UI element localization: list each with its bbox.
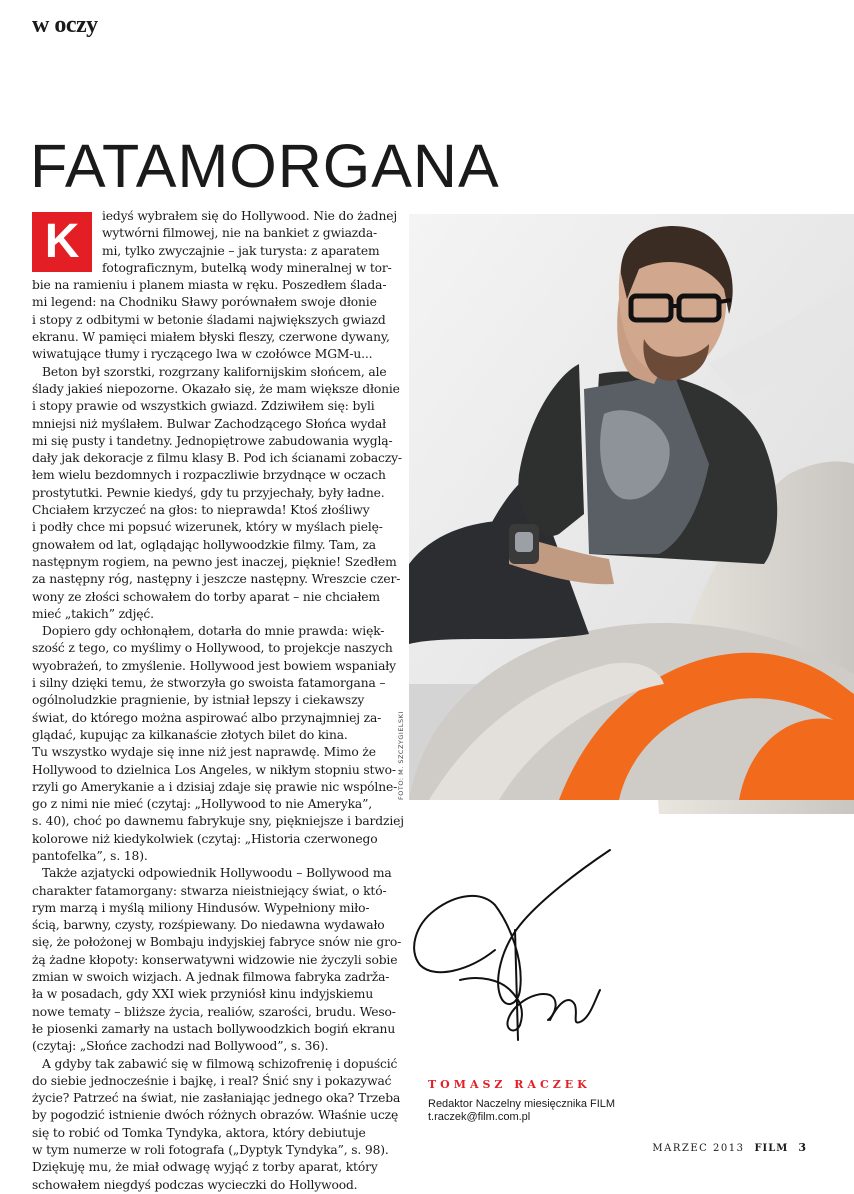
article-line: łem wielu bezdomnych i rozpaczliwie brzydnące w oczach (32, 468, 386, 483)
article-line: mi legend: na Chodniku Sławy porównałem swoje dłonie (32, 295, 377, 310)
author-name: TOMASZ RACZEK (428, 1078, 591, 1091)
author-role: Redaktor Naczelny miesięcznika FILM (428, 1098, 616, 1110)
article-body (32, 208, 406, 1194)
article-line: gnowałem od lat, oglądając hollywoodzkie filmy. Tam, za (32, 537, 376, 552)
article-line: Dziękuję mu, że miał odwagę wyjąć z torby aparat, który (32, 1160, 378, 1175)
article-line: iedyś wybrałem się do Hollywood. Nie do żadnej (102, 209, 398, 223)
article-line: go z nimi nie mieć (czytaj: „Hollywood to nie Ameryka”, (32, 797, 372, 812)
article-line: Tu wszystko wydaje się inne niż jest naprawdę. Mimo że (32, 745, 376, 760)
article-line: nowe tematy – bliższe życia, realiów, szarości, brudu. Weso- (32, 1004, 396, 1019)
article-line: w tym numerze w roli fotografa („Dyptyk Tyndyka”, s. 98). (32, 1143, 389, 1158)
author-photo (409, 214, 854, 800)
page-footer (652, 1141, 806, 1154)
article-line: Hollywood to dzielnica Los Angeles, w nikłym stopniu stwo- (32, 762, 396, 777)
article-line: mieć „takich” zdjęć. (32, 606, 154, 621)
article-line: fotograficznym, butelką wody mineralnej w tor- (102, 260, 392, 275)
article-line: bie na ramieniu i planem miasta w ręku. Poszedłem ślada- (32, 278, 387, 293)
article-line: kolorowe niż kiedykolwiek (czytaj: „Historia czerwonego (32, 831, 378, 846)
headline: FATAMORGANA (30, 132, 500, 200)
article-line: mi, tylko zwyczajnie – jak turysta: z aparatem (102, 243, 380, 258)
article-line: i stopy z odbitymi w betonie śladami największych gwiazd (32, 312, 386, 327)
article-line: się to robić od Tomka Tyndyka, aktora, który debiutuje (32, 1125, 366, 1140)
article-line: dały jak dekoracje z filmu klasy B. Pod ich ścianami zobaczy- (32, 451, 402, 466)
signature-image (400, 830, 630, 1050)
article-line: ogólnoludzkie pragnienie, by istniał lepszy i ciekawszy (32, 693, 365, 708)
article-line: by pogodzić istnienie dwóch różnych obrazów. Właśnie uczę (32, 1108, 399, 1123)
article-line: wytwórni filmowej, nie na bankiet z gwiazda- (102, 226, 378, 241)
article-line: rym marzą i myślą miliony Hindusów. Wypełniony miło- (32, 900, 370, 915)
article-line: wiwatujące tłumy i ryczącego lwa w czołówce MGM-u... (32, 347, 373, 362)
section-tag: w oczy (32, 12, 98, 38)
page-number: 3 (798, 1141, 806, 1154)
article-line: mi się pusty i tandetny. Jednopiętrowe zabudowania wyglą- (32, 433, 393, 448)
issue-date: MARZEC 2013 (652, 1143, 745, 1154)
article-line: schowałem niegdyś podczas wycieczki do Hollywood. (32, 1177, 358, 1192)
article-line: charakter fatamorgany: stwarza nieistniejący świat, o któ- (32, 883, 387, 898)
article-line: za następny róg, następny i jeszcze następny. Wreszcie czer- (32, 572, 401, 587)
article-line: ła w posadach, gdy XXI wiek przyniósł kinu indyjskiemu (32, 987, 374, 1002)
article-line: zmian w swoich wizjach. A jednak filmowa fabryka zadrža- (32, 970, 390, 985)
article-line: Także azjatycki odpowiednik Hollywoodu – Bollywood ma (42, 866, 392, 881)
author-portrait-illustration (409, 214, 854, 800)
article-line: się, że położonej w Bombaju indyjskiej fabryce snów nie gro- (32, 935, 402, 950)
article-line: świat, do którego można aspirować albo przynajmniej za- (32, 710, 382, 725)
article-line: glądać, kupując za kilkanaście złotych bilet do kina. (32, 727, 348, 742)
article-line: A gdyby tak zabawić się w filmową schizofrenię i dopuścić (42, 1056, 398, 1071)
article-line: Chciałem krzyczeć na głos: to nieprawda! Ktoś złośliwy (32, 503, 370, 518)
article-line: wyobrażeń, to zmyślenie. Hollywood jest bowiem wspaniały (32, 658, 396, 673)
article-line: i silny dzięki temu, że stworzyła go swoista fatamorgana – (32, 676, 386, 691)
article-line: i podły chce mi popsuć wizerunek, który w myślach pielę- (32, 520, 383, 535)
article-line: i stopy prawie od wszystkich gwiazd. Zdziwiłem się: byli (32, 399, 375, 414)
article-line: pantofelka”, s. 18). (32, 848, 148, 863)
article-line: rzyli go Amerykanie a i dzisiaj zdaje się prawie nic wspólne- (32, 779, 398, 794)
article-line: Beton był szorstki, rozgrzany kalifornijskim słońcem, ale (42, 364, 387, 379)
author-email[interactable]: t.raczek@film.com.pl (428, 1111, 531, 1123)
article-line: następnym rogiem, na pewno jest inaczej, pięknie! Szedłem (32, 554, 397, 569)
article-line: mniejsi niż myślałem. Bulwar Zachodzącego Słońca wydał (32, 416, 386, 431)
article-line: ekranu. W pamięci miałem błyski fleszy, czerwone dywany, (32, 330, 390, 345)
article-line: s. 40), choć po dawnemu fabrykuje sny, piękniejsze i bardziej (32, 814, 404, 829)
drop-cap: K (32, 212, 92, 272)
article-line: szość z tego, co myślimy o Hollywood, to projekcje naszych (32, 641, 393, 656)
article-line: ślady jakieś niepozorne. Okazało się, że mam większe dłonie (32, 381, 400, 396)
magazine-name: FILM (754, 1143, 789, 1154)
article-line: Dopiero gdy ochłonąłem, dotarła do mnie prawda: więk- (42, 624, 385, 639)
article-line: (czytaj: „Słońce zachodzi nad Bollywood”, s. 36). (32, 1039, 329, 1054)
article-line: życie? Patrzeć na świat, nie zasłaniając jednego oka? Trzeba (32, 1091, 401, 1106)
article-line: ścią, barwny, czysty, rozśpiewany. Do niedawna wydawało (32, 918, 385, 933)
article-line: wony ze złości schowałem do torby aparat – nie chciałem (32, 589, 380, 604)
article-line: prostytutki. Pewnie kiedyś, gdy tu przyjechały, były ładne. (32, 485, 385, 500)
photo-credit: FOTO: M. SZCZYGIELSKI (397, 711, 405, 800)
article-line: do siebie jednocześnie i bajkę, i real? Śnić sny i pokazywać (32, 1073, 392, 1088)
article-line: łe piosenki zamarły na ustach bollywoodzkich bogiń ekranu (32, 1021, 396, 1036)
article-line: żą żadne kłopoty: konserwatywni widzowie nie życzyli sobie (32, 952, 398, 967)
